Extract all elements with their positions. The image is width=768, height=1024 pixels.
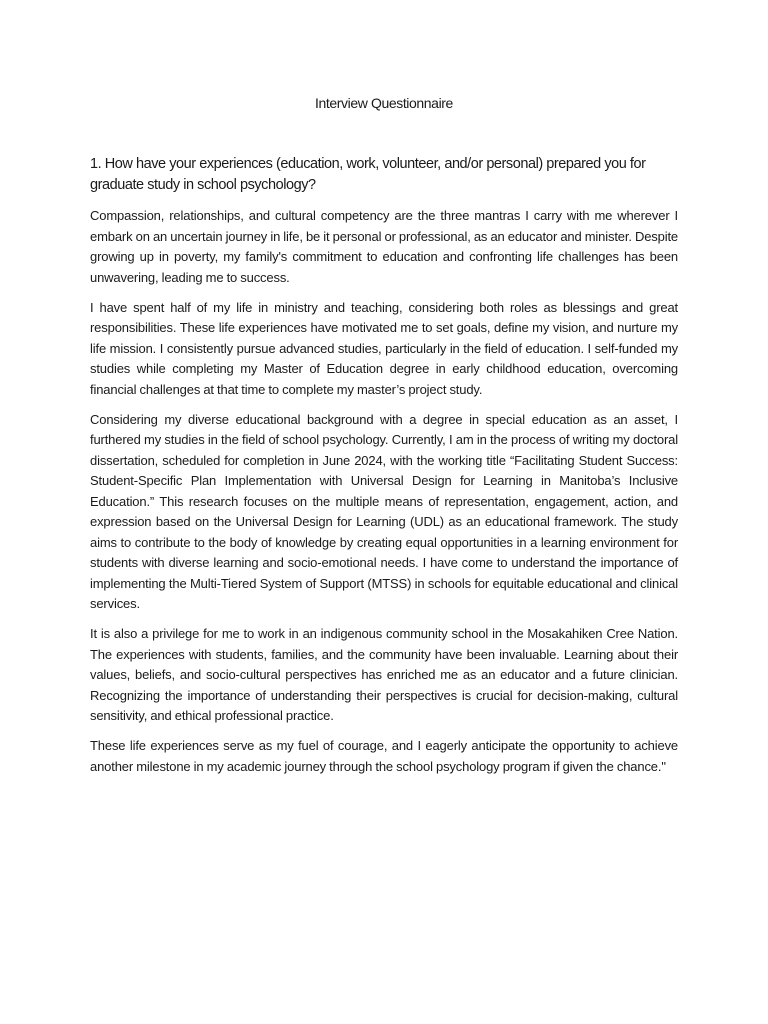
answer-paragraph-1: Compassion, relationships, and cultural competency are the three mantras I carry with me wherever I embark on an uncertain journey in life, be it personal or professional, as an educator and minister. Despite growing up in poverty, my family's commitment to education and confronting life challenges has been unwavering, leading me to success. <box>90 208 678 285</box>
answer-body <box>90 206 678 787</box>
document-title: Interview Questionnaire <box>315 95 453 111</box>
answer-paragraph-4: It is also a privilege for me to work in an indigenous community school in the Mosakahiken Cree Nation. The experiences with students, families, and the community have been invaluable. Learning about their values, beliefs, and socio-cultural perspectives has enriched me as an educator and a future clinician. Recognizing the importance of understanding their perspectives is crucial for decision-making, cultural sensitivity, and ethical professional practice. <box>90 626 678 723</box>
answer-paragraph-2: I have spent half of my life in ministry and teaching, considering both roles as blessings and great responsibilities. These life experiences have motivated me to set goals, define my vision, and nurture my life mission. I consistently pursue advanced studies, particularly in the field of education. I self-funded my studies while completing my Master of Education degree in early childhood education, overcoming financial challenges at that time to complete my master’s project study. <box>90 299 678 397</box>
answer-paragraph-3: Considering my diverse educational background with a degree in special education as an asset, I furthered my studies in the field of school psychology. Currently, I am in the process of writing my doctoral dissertation, scheduled for completion in June 2024, with the working title “Facilitating Student Success: Student-Specific Plan Implementation with Universal Design for Learning in Manitoba’s Inclusive Education.” This research focuses on the multiple means of representation, engagement, action, and expression based on the Universal Design for Learning (UDL) as an educational framework. The study aims to contribute to the body of knowledge by creating equal opportunities in a learning environment for students with diverse learning and socio-emotional needs. I have come to understand the importance of implementing the Multi-Tiered System of Support (MTSS) in schools for equitable educational and clinical services. <box>90 411 678 611</box>
answer-paragraph-5: These life experiences serve as my fuel of courage, and I eagerly anticipate the opportunity to achieve another milestone in my academic journey through the school psychology program if given the chance." <box>90 738 678 774</box>
document-page <box>90 0 678 1024</box>
question-heading: 1. How have your experiences (education, work, volunteer, and/or personal) prepared you for graduate study in school psychology? <box>90 156 646 193</box>
